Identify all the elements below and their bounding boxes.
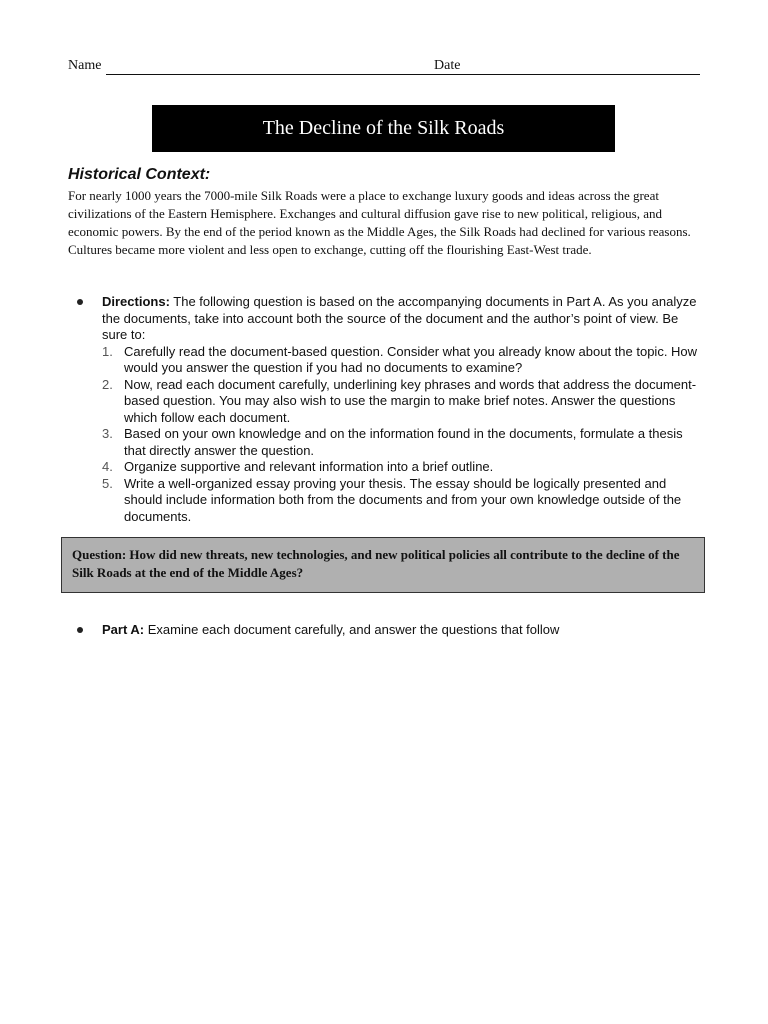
question-text: Question: How did new threats, new technologies, and new political policies all contribute to the decline of the Silk Roads at the end of the Middle Ages?	[72, 547, 680, 580]
name-field-line[interactable]	[106, 74, 498, 75]
name-label: Name	[68, 58, 102, 73]
directions-step: Based on your own knowledge and on the information found in the documents, formulate a thesis that directly answer the question.	[124, 426, 683, 458]
name-date-header	[68, 58, 704, 78]
part-a-bullet-icon	[77, 627, 83, 633]
directions-step: Carefully read the document-based question. Consider what you already know about the topic. How would you answer the question if you had no documents to examine?	[124, 343, 698, 375]
date-label: Date	[434, 58, 461, 73]
directions-section	[102, 294, 702, 525]
page-title: The Decline of the Silk Roads	[262, 117, 505, 139]
directions-text: The following question is based on the accompanying documents in Part A. As you analyze the documents, take into account both the source of the document and the author’s point of view. Be sure to:	[102, 294, 697, 342]
historical-context-body: For nearly 1000 years the 7000-mile Silk Roads were a place to exchange luxury goods and ideas across the great civilizations of the Eastern Hemisphere. Exchanges and cultural diffusion gave rise to new political, religious, and economic powers. By the end of the period known as the Middle Ages, the Silk Roads had declined for various reasons. Cultures became more violent and less open to exchange, cutting off the flourishing East-West trade.	[68, 188, 691, 257]
part-a-section	[102, 622, 702, 637]
directions-label: Directions:	[102, 294, 170, 309]
directions-step: Organize supportive and relevant information into a brief outline.	[124, 459, 494, 474]
part-a-text: Examine each document carefully, and answer the questions that follow	[144, 622, 560, 637]
date-field-line[interactable]	[466, 74, 700, 75]
directions-step: Write a well-organized essay proving your thesis. The essay should be logically presented and should include information both from the documents and from your own knowledge outside of the documents.	[124, 475, 682, 524]
directions-steps-list	[102, 344, 702, 526]
title-banner	[152, 105, 615, 152]
question-box	[61, 537, 705, 593]
historical-context-heading: Historical Context:	[68, 166, 211, 183]
directions-step: Now, read each document carefully, underlining key phrases and words that address the document-based question. You may also wish to use the margin to make brief notes. Answer the questions which follow each document.	[124, 376, 697, 425]
directions-bullet-icon	[77, 299, 83, 305]
part-a-label: Part A:	[102, 622, 145, 637]
directions-intro	[102, 294, 702, 344]
